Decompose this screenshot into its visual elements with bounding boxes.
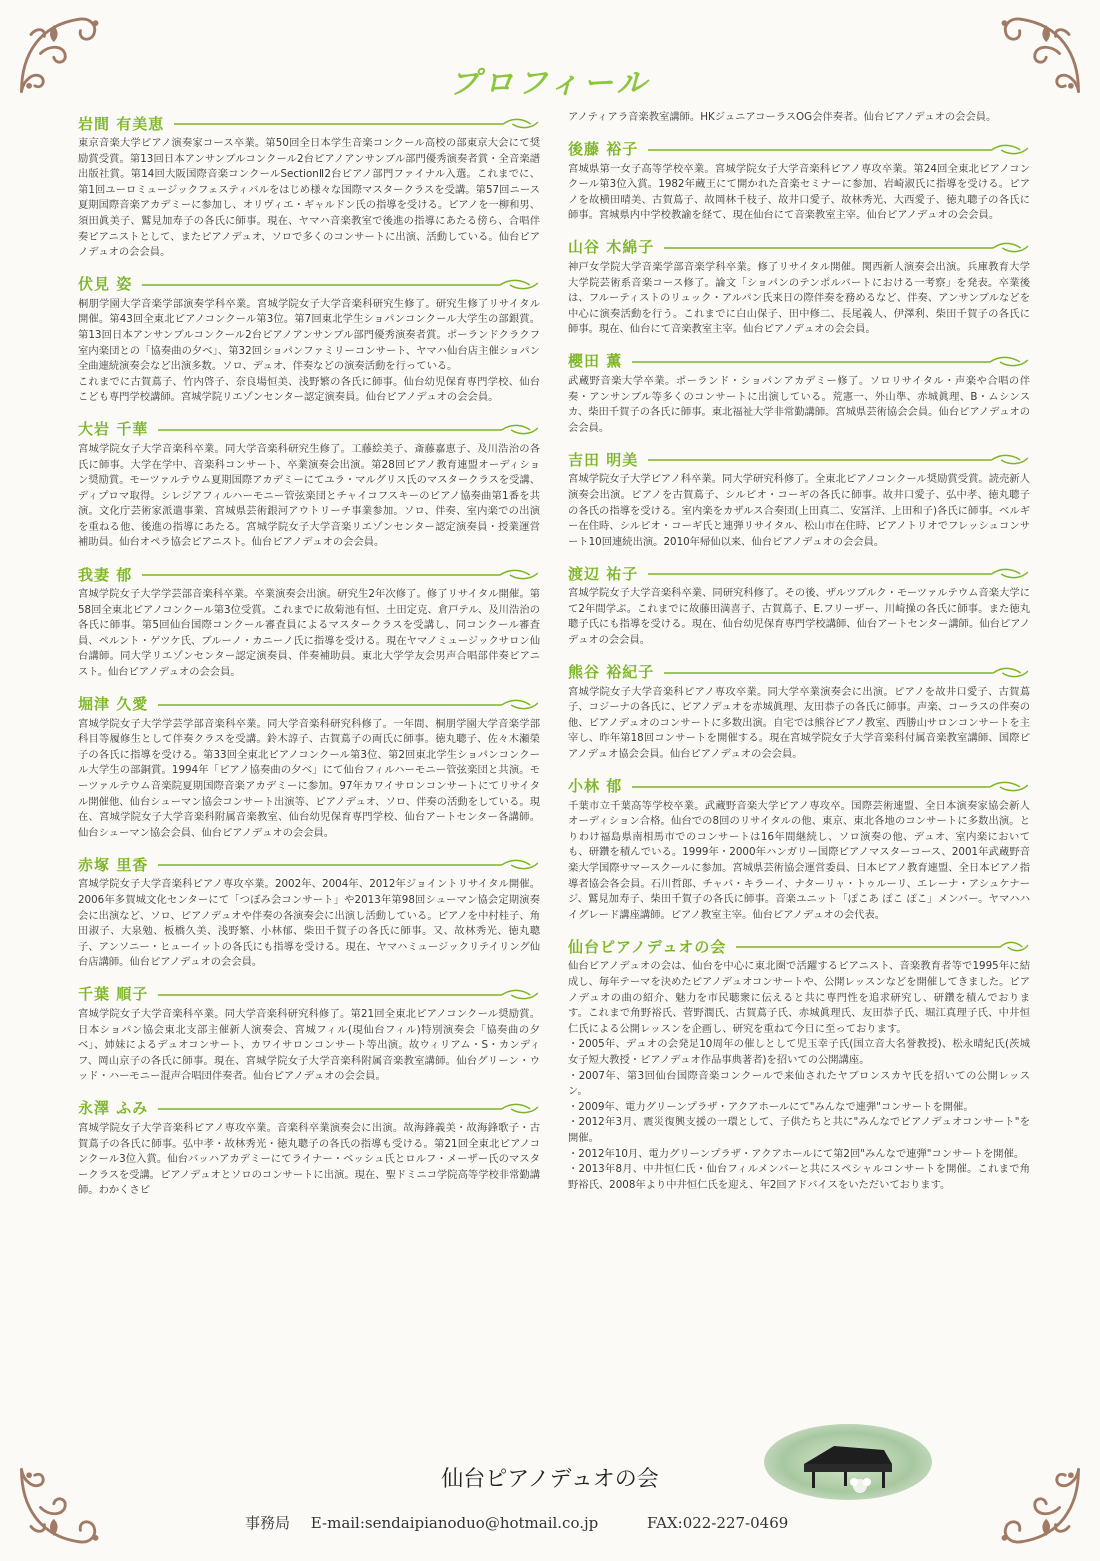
- profile-name: 渡辺 祐子: [568, 564, 639, 583]
- history-item: ・2007年、第3回仙台国際音楽コンクールで来仙されたヤブロンスカヤ氏を招いての公開レッスン。: [568, 1069, 1030, 1098]
- profile-text: 宮城学院女子大学音楽科卒業。同大学音楽科研究生修了。工藤絵美子、斎藤嘉恵子、及川浩治の各氏に師事。大学在学中、音楽科コンサート、卒業演奏会出演。第28回ピアノ教育連盟オーディション奨励賞。モーツァルテウム夏期国際アカデミーにてユラ・マルグリス氏のマスタークラスを受講、ディプロマ取得。シレジアフィルハーモニー管弦楽団とチャイコフスキーのピアノ協奏曲第1番を共演。文化庁芸術家派遣事業、宮城県芸術銀河アウトリーチ事業参加。ソロ、伴奏、室内楽での出演を重ねる他、後進の指導にあたる。宮城学院女子大学音楽リエゾンセンター認定演奏員・授業運営補助員。仙台オペラ協会ピアニスト。仙台ピアノデュオの会会員。: [78, 442, 540, 549]
- profile-oiwa: [78, 416, 540, 551]
- profile-name: 小林 郁: [568, 777, 623, 796]
- profile-text: 宮城学院女子大学音楽科ピアノ専攻卒業。同大学卒業演奏会に出演。ピアノを故井口愛子、古賀蔦子、コジーナの各氏に、ピアノデュオを赤城眞理、友田恭子の各氏に師事。声楽、コーラスの伴奏の他、ピアノデュオのコンサートに多数出演。自宅では熊谷ピアノ教室、西勝山サロンコンサートを主宰し、昨年第18回コンサートを開催する。現在宮城学院女子大学音楽科付属音楽教室講師、国際ピアノデュオ協会会員。仙台ピアノデュオの会会員。: [568, 685, 1030, 761]
- profile-text: 宮城県第一女子高等学校卒業。宮城学院女子大学音楽科ピアノ専攻卒業。第24回全東北ピアノコンクール第3位入賞。1982年蔵王にて開かれた音楽セミナーに参加、岩崎淑氏に指導を受ける。ピアノを故横田晴美、古賀蔦子、故岡林千枝子、故井口愛子、故林秀光、大西愛子、徳丸聰子の各氏に師事。宮城県内中学校教諭を経て、現在仙台にて音楽教室主宰。仙台ピアノデュオの会会員。: [568, 162, 1030, 222]
- name-underline-ornament-icon: [142, 279, 540, 289]
- profile-name: 岩間 有美恵: [78, 114, 165, 133]
- profile-text: 宮城学院女子大学音楽科卒業。同大学音楽科研究科修了。第21回全東北ピアノコンクール奨励賞。日本ショパン協会東北支部主催新人演奏会、宮城フィル(現仙台フィル)特別演奏会「協奏曲の夕べ」、姉妹によるデュオコンサート、カワイサロンコンサート等出演。故ウィリアム・S・カンディフ、岡山京子の各氏に師事。現在、宮城学院女子大学音楽科附属音楽教室講師。仙台グリーン・ウッド・ハーモニー混声合唱団伴奏者。仙台ピアノデュオの会会員。: [78, 1007, 540, 1083]
- profile-chiba: [78, 981, 540, 1085]
- email-link[interactable]: E-mail:sendaipianoduo@hotmail.co.jp: [310, 1514, 599, 1532]
- profile-name: 吉田 明美: [568, 450, 639, 469]
- profile-goto: [568, 136, 1030, 224]
- name-underline-ornament-icon: [158, 859, 540, 869]
- profile-text: 宮城学院女子大学学芸部音楽科卒業。卒業演奏会出演。研究生2年次修了。修了リサイタル開催。第58回全東北ピアノコンクール第3位受賞。これまでに故菊池有恒、土田定克、倉戸テル、及川浩治の各氏に師事。第5回仙台国際コンクール審査員によるマスタークラスを受講し、同コンクール審査員、ペルント・ゲツケ氏、ブルーノ・カニーノ氏に指導を受ける。現在ヤマノミュージックサロン仙台講師。同大学リエゾンセンター認定演奏員、伴奏補助員。東北大学学友会男声合唱部伴奏ピアニスト。仙台ピアノデュオの会会員。: [78, 588, 540, 679]
- name-underline-ornament-icon: [648, 454, 1030, 464]
- right-column: [568, 110, 1030, 1203]
- profile-akatsuka: [78, 851, 540, 971]
- page-title: プロフィール: [449, 66, 651, 101]
- profile-name: 後藤 裕子: [568, 140, 639, 159]
- name-underline-ornament-icon: [648, 568, 1030, 578]
- profile-name: 大岩 千華: [78, 420, 149, 439]
- profile-text: 宮城学院女子大学ピアノ科卒業。同大学研究科修了。全東北ピアノコンクール奨励賞受賞。読売新人演奏会出演。ピアノを古賀蔦子、シルピオ・コーギの各氏に師事。故井口愛子、弘中孝、徳丸聰子の各氏の指導を受ける。室内楽をカザルス合奏団(上田真二、安冨洋、上田和子)各氏に師事。ベルギー在住時、シルピオ・コーギ氏と連弾リサイタル、松山市在住時、ピアノトリオでフレッシュコンサート10回連続出演。2010年帰仙以来、仙台ピアノデュオの会会員。: [568, 473, 1030, 548]
- profile-name: 千葉 順子: [78, 985, 149, 1004]
- profile-name: 熊谷 裕紀子: [568, 663, 655, 682]
- history-item: ・2005年、デュオの会発足10周年の催しとして児玉幸子氏(国立音大名誉教授)、松永晴紀氏(茨城女子短大教授・ピアノデュオ作品事典著者)を招いての公開講座。: [568, 1038, 1030, 1066]
- profile-wagatsuma: [78, 561, 540, 681]
- profile-text: 東京音楽大学ピアノ演奏家コース卒業。第50回全日本学生音楽コンクール高校の部東京大会にて奨励賞受賞。第13回日本アンサンブルコンクール2台ピアノアンサンブル部門優秀演奏者賞・全音楽譜出版社賞。第14回大阪国際音楽コンクールSectionⅡ2台ピアノ部門ファイナル入選。これまでに、第1回ユーロミュージックフェスティバルをはじめ様々な国際マスタークラスを受講。第57回ニース夏期国際音楽アカデミーに参加し、オリヴィエ・ギャルドン氏の指導を受ける。ピアノを一柳和男、須田眞美子、鷲見加寿子の各氏に師事。現在、ヤマハ音楽教室で後進の指導にあたる傍ら、合唱伴奏ピアニストとして、またピアノデュオ、ソロで多くのコンサートに出演、活動している。仙台ピアノデュオの会会員。: [78, 137, 540, 259]
- profile-text-continuation: アノティアラ音楽教室講師。HKジュニアコーラスOG会伴奏者。仙台ピアノデュオの会会員。: [568, 111, 997, 123]
- profile-organization: [568, 933, 1030, 1193]
- name-underline-ornament-icon: [158, 1103, 540, 1113]
- profile-yamaya: [568, 234, 1030, 338]
- profile-name: 山谷 木綿子: [568, 238, 655, 257]
- fax-number: FAX:022-227-0469: [647, 1514, 789, 1532]
- name-underline-ornament-icon: [632, 356, 1030, 366]
- history-item: ・2013年8月、中井恒仁氏・仙台フィルメンバーと共にスペシャルコンサートを開催。これまで角野裕氏、2008年より中井恒仁氏を迎え、年2回アドバイスをいただいております。: [568, 1163, 1030, 1191]
- profile-name: 仙台ピアノデュオの会: [568, 937, 727, 956]
- profile-text: これまでに古賀蔦子、竹内啓子、奈良場恒美、浅野繁の各氏に師事。仙台幼児保育専門学校、仙台こども専門学校講師。宮城学院リエゾンセンター認定演奏員。仙台ピアノデュオの会会員。: [78, 375, 540, 404]
- profile-name: 櫻田 薫: [568, 352, 623, 371]
- profile-text: 神戸女学院大学音楽学部音楽学科卒業。修了リサイタル開催。関西新人演奏会出演。兵庫教育大学大学院芸術系音楽コース修了。論文「ショパンのテンポルバートにおける一考察」を発表。卒業後は、フルーティストのリュック・アルパン氏来日の際伴奏を務めるなど、伴奏、アンサンブルなどを中心に演奏活動を行う。これまでに白山保子、田中修二、長尾義人、伊澤利、柴田千賀子の各氏に師事。現在、仙台にて音楽教室主宰。仙台ピアノデュオの会会員。: [568, 260, 1030, 336]
- profile-watanabe: [568, 560, 1030, 648]
- profile-fushimi: [78, 271, 540, 406]
- footer-contact: [245, 1512, 804, 1533]
- profile-yoshida: [568, 446, 1030, 550]
- history-item: ・2009年、電力グリーンプラザ・アクアホールにて"みんなで連弾"コンサートを開催。: [568, 1100, 974, 1113]
- name-underline-ornament-icon: [736, 941, 1030, 951]
- profile-nagasawa: [78, 1095, 540, 1199]
- office-label: 事務局: [245, 1514, 291, 1532]
- profile-name: 伏見 姿: [78, 275, 133, 294]
- left-column: [78, 110, 540, 1209]
- profile-text: 宮城学院女子大学学芸学部音楽科卒業。同大学音楽科研究科修了。一年間、桐朋学園大学音楽学部科目等履修生として伴奏クラスを受講。鈴木諄子、古賀蔦子の両氏に師事。徳丸聰子、佐々木瀬榮子の各氏に指導を受ける。第33回全東北ピアノコンクール第3位、第2回東北学生ショパンコンクール大学生の部銅賞。1994年「ピアノ協奏曲の夕べ」にて仙台フィルハーモニー管弦楽団と共演。モーツァルテウム音楽院夏期国際音楽アカデミーに参加。97年カワイサロンコンサートにてリサイタル開催他、仙台シューマン協会コンサート出演等、ピアノデュオ、ソロ、伴奏の活動をしている。現在、宮城学院女子大学音楽科附属音楽教室、仙台幼児保育専門学校、仙台アートセンター各講師。仙台シューマン協会会員、仙台ピアノデュオの会会員。: [78, 717, 540, 839]
- name-underline-ornament-icon: [158, 699, 540, 709]
- name-underline-ornament-icon: [142, 569, 540, 579]
- profile-text: 仙台ピアノデュオの会は、仙台を中心に東北圏で活躍するピアニスト、音楽教育者等で1995年に結成し、毎年テーマを決めたピアノデュオコンサートや、公開レッスンなどを開催してきました。ピアノデュオの曲の紹介、魅力を市民聴衆に伝えると共に専門性を追求研究し、研鑽を積んでおります。これまで角野裕氏、菅野潤氏、古賀蔦子氏、赤城眞理氏、友田恭子氏、堀江真理子氏、中井恒仁氏による公開レッスンを企画し、研究を重ねて今日に至っております。: [568, 960, 1030, 1035]
- profile-text: 宮城学院女子大学音楽科卒業、同研究科修了。その後、ザルツブルク・モーツァルテウム音楽大学にて2年間学ぶ。これまでに故藤田満喜子、古賀蔦子、E.フリーザー、川崎操の各氏に師事。また徳丸聰子氏にも指導を受ける。現在、仙台幼児保育専門学校講師、仙台アートセンター講師。仙台ピアノデュオの会会員。: [568, 587, 1030, 647]
- profile-kobayashi: [568, 773, 1030, 924]
- profile-name: 我妻 郁: [78, 565, 133, 584]
- profile-name: 赤塚 里香: [78, 855, 149, 874]
- name-underline-ornament-icon: [648, 144, 1030, 154]
- history-item: ・2012年10月、電力グリーンプラザ・アクアホールにて第2回"みんなで連弾"コンサートを開催。: [568, 1147, 1025, 1160]
- profile-text: 桐朋学園大学音楽学部演奏学科卒業。宮城学院女子大学音楽科研究生修了。研究生修了リサイタル開催。第43回全東北ピアノコンクール第3位。第7回東北学生ショパンコンクール大学生の部銀賞。第13回日本アンサンブルコンクール2台ピアノアンサンブル部門優秀演奏者賞。ポーランドクラクフ室内楽団との「協奏曲の夕べ」、第32回ショパンファミリーコンサート、ヤマハ仙台店主催ショパン全曲連続演奏会など出演多数。ソロ、デュオ、伴奏などの演奏活動を行っている。: [78, 297, 540, 373]
- profile-kumagai: [568, 659, 1030, 763]
- name-underline-ornament-icon: [158, 989, 540, 999]
- profile-sakurada: [568, 348, 1030, 436]
- profile-text: 武蔵野音楽大学卒業。ポーランド・ショパンアカデミー修了。ソロリサイタル・声楽や合唱の伴奏・アンサンブル等多くのコンサートに出演している。荒憲一、外山準、赤城眞理、B・ムシンスカ、柴田千賀子の各氏に師事。東北福祉大学非常勤講師。宮城県芸術協会会員。仙台ピアノデュオの会会員。: [568, 374, 1030, 434]
- profile-text: 宮城学院女子大学音楽科ピアノ専攻卒業。音楽科卒業演奏会に出演。故海鋒義美・故海鋒歌子・古賀蔦子の各氏に師事。弘中孝・故林秀光・徳丸聰子の各氏の指導も受ける。第21回全東北ピアノコンクール3位入賞。仙台バッハアカデミーにてライナー・ベッシュ氏とロルフ・メーザー氏のマスタークラスを受講。ピアノデュオとソロのコンサートに出演。現在、聖ドミニコ学院高等学校非常勤講師。わかくさピ: [78, 1121, 540, 1197]
- history-item: ・2012年3月、震災復興支援の一環として、子供たちと共に"みんなでピアノデュオコンサート"を開催。: [568, 1116, 1030, 1144]
- profile-horitsu: [78, 691, 540, 842]
- footer-org-name: 仙台ピアノデュオの会: [441, 1467, 659, 1492]
- profile-text: 千葉市立千葉高等学校卒業。武蔵野音楽大学ピアノ専攻卒。国際芸術連盟、全日本演奏家協会新人オーディション合格。仙台での8回のリサイタルの他、東京、東北各地のコンサートに多数出演。とりわけ福島県南相馬市でのコンサートは16年間継続し、ソロ演奏の他、デュオ、室内楽においても、研鑽を積んでいる。1999年・2000年ハンガリー国際ピアノマスターコース、2001年武蔵野音楽大学国際サマースクールに参加。宮城県芸術協会運営委員、日本ピアノ教育連盟、全日本ピアノ指導者協会各会員。石川哲郎、チャバ・キラーイ、ナターリャ・トゥルーリ、エレーナ・アシュケナージ、鷲見加寿子、柴田千賀子の各氏に師事。音楽ユニット「ぽこあ ぽこ ぽこ」メンバー。ヤマハハイグレード講座講師。ピアノ教室主宰。仙台ピアノデュオの会代表。: [568, 799, 1030, 921]
- name-underline-ornament-icon: [664, 667, 1030, 677]
- profile-iwama: [78, 110, 540, 261]
- name-underline-ornament-icon: [174, 118, 540, 128]
- name-underline-ornament-icon: [158, 424, 540, 434]
- profile-name: 堀津 久愛: [78, 695, 149, 714]
- profile-text: 宮城学院女子大学音楽科ピアノ専攻卒業。2002年、2004年、2012年ジョイントリサイタル開催。2006年多賀城文化センターにて「つぼみ会コンサート」や2013年第98回シューマン協会定期演奏会に出演など、ソロ、ピアノデュオや伴奏の各演奏会に出演し活動している。ピアノを中村桂子、角田淑子、大泉勉、板橋久美、浅野繁、小林郁、柴田千賀子の各氏に師事。又、故林秀光、徳丸聰子、アンソニー・ヒューイットの各氏にも指導を受ける。現在、ヤマハミュージックリテイリング仙台店講師。仙台ピアノデュオの会会員。: [78, 878, 540, 969]
- name-underline-ornament-icon: [664, 242, 1030, 252]
- name-underline-ornament-icon: [632, 781, 1030, 791]
- profile-name: 永澤 ふみ: [78, 1099, 149, 1118]
